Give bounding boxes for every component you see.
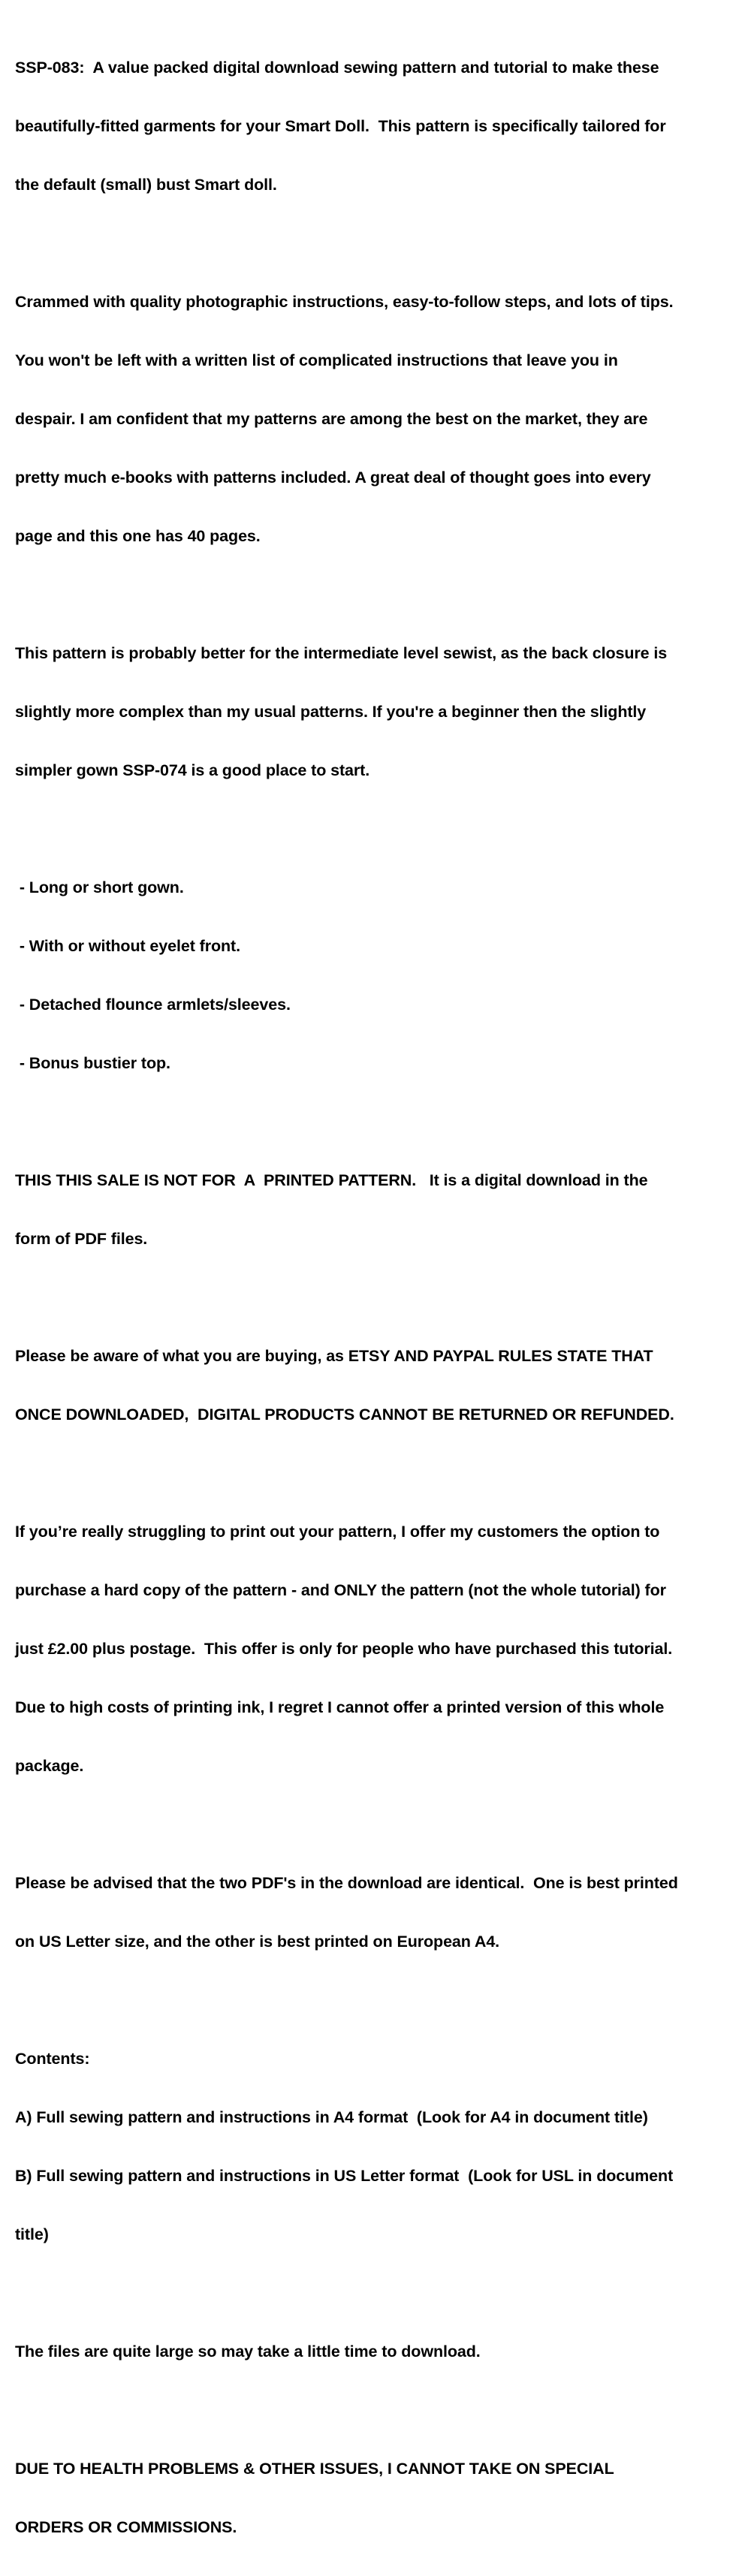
feature-list-item: - Bonus bustier top. bbox=[15, 1054, 170, 1072]
paragraph-refunds bbox=[15, 1307, 740, 1463]
paragraph-level bbox=[15, 604, 740, 819]
paragraph-quality bbox=[15, 253, 740, 585]
paragraph-no-commissions bbox=[15, 2420, 740, 2576]
feature-list-item: - Long or short gown. bbox=[15, 878, 184, 896]
text-line: pretty much e-books with patterns included. A great deal of thought goes into every bbox=[15, 469, 651, 487]
feature-list bbox=[15, 839, 740, 1112]
paragraph-intro bbox=[15, 19, 740, 233]
text-line: slightly more complex than my usual patterns. If you're a beginner then the slightly bbox=[15, 703, 647, 721]
text-line: If you’re really struggling to print out your pattern, I offer my customers the option to bbox=[15, 1523, 660, 1541]
text-line: purchase a hard copy of the pattern - and ONLY the pattern (not the whole tutorial) for bbox=[15, 1581, 666, 1599]
text-line: THIS THIS SALE IS NOT FOR A PRINTED PATTERN. It is a digital download in the bbox=[15, 1171, 648, 1189]
text-line: Crammed with quality photographic instructions, easy-to-follow steps, and lots of tips. bbox=[15, 293, 674, 311]
text-line: beautifully-fitted garments for your Smart Doll. This pattern is specifically tailored for bbox=[15, 117, 666, 135]
text-line: just £2.00 plus postage. This offer is only for people who have purchased this tutorial. bbox=[15, 1640, 673, 1658]
paragraph-hard-copy bbox=[15, 1483, 740, 1815]
text-line: You won't be left with a written list of complicated instructions that leave you in bbox=[15, 351, 618, 369]
text-line: package. bbox=[15, 1757, 84, 1775]
contents-item: title) bbox=[15, 2225, 49, 2243]
text-line: This pattern is probably better for the intermediate level sewist, as the back closure is bbox=[15, 644, 668, 662]
paragraph-file-size bbox=[15, 2303, 740, 2400]
text-line: DUE TO HEALTH PROBLEMS & OTHER ISSUES, I CANNOT TAKE ON SPECIAL bbox=[15, 2460, 614, 2478]
text-line: ORDERS OR COMMISSIONS. bbox=[15, 2518, 237, 2536]
text-line: Please be aware of what you are buying, as ETSY AND PAYPAL RULES STATE THAT bbox=[15, 1347, 653, 1365]
text-line: simpler gown SSP-074 is a good place to start. bbox=[15, 761, 370, 779]
feature-list-item: - Detached flounce armlets/sleeves. bbox=[15, 996, 291, 1014]
text-line: The files are quite large so may take a little time to download. bbox=[15, 2343, 481, 2361]
contents-item: A) Full sewing pattern and instructions in A4 format (Look for A4 in document title) bbox=[15, 2108, 648, 2126]
contents-list bbox=[15, 2010, 740, 2283]
text-line: ONCE DOWNLOADED, DIGITAL PRODUCTS CANNOT BE RETURNED OR REFUNDED. bbox=[15, 1406, 674, 1424]
contents-item: B) Full sewing pattern and instructions in US Letter format (Look for USL in document bbox=[15, 2167, 674, 2185]
text-line: Due to high costs of printing ink, I regret I cannot offer a printed version of this whole bbox=[15, 1698, 665, 1716]
text-line: SSP-083: A value packed digital download sewing pattern and tutorial to make these bbox=[15, 59, 659, 77]
contents-heading: Contents: bbox=[15, 2050, 90, 2068]
paragraph-pdf-note bbox=[15, 1834, 740, 1990]
text-line: the default (small) bust Smart doll. bbox=[15, 176, 277, 194]
text-line: on US Letter size, and the other is best printed on European A4. bbox=[15, 1933, 500, 1951]
text-line: page and this one has 40 pages. bbox=[15, 527, 261, 545]
text-line: despair. I am confident that my patterns are among the best on the market, they are bbox=[15, 410, 648, 428]
text-line: form of PDF files. bbox=[15, 1230, 148, 1248]
paragraph-not-printed bbox=[15, 1131, 740, 1288]
text-line: Please be advised that the two PDF's in the download are identical. One is best printed bbox=[15, 1874, 678, 1892]
feature-list-item: - With or without eyelet front. bbox=[15, 937, 240, 955]
